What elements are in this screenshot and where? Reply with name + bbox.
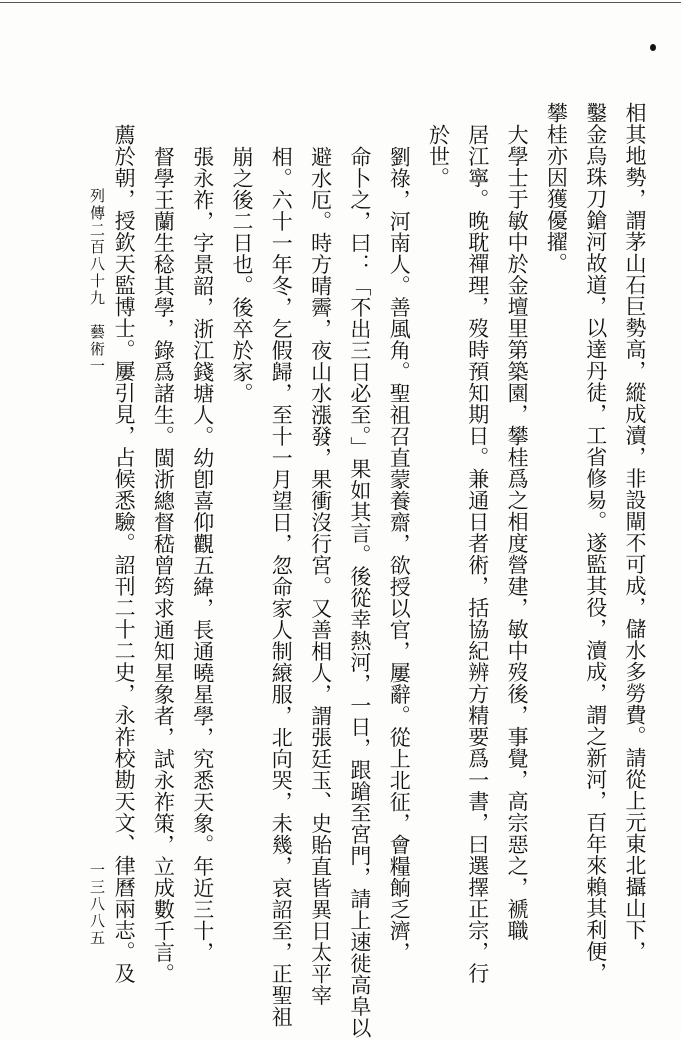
text-column: 張永祚，字景韶，浙江錢塘人。幼卽喜仰觀五緯，長通曉星學，究悉天象。年近三十， — [190, 146, 215, 963]
text-column: 薦於朝，授欽天監博士。屢引見，占候悉驗。詔刊二十二史，永祚校勘天文、律曆兩志。及 — [112, 124, 137, 984]
text-column: 劉祿，河南人。善風角。聖祖召直蒙養齋，欲授以官，屢辭。從上北征，會糧餉乏濟， — [387, 146, 412, 963]
text-column: 相其地勢，謂茅山石巨勢高，縱成瀆，非設閘不可成，儲水多勞費。請從上元東北攝山下， — [623, 102, 647, 962]
running-head: 列傳二百八十九 藝術一 — [88, 188, 106, 375]
text-column: 居江寧。晚耽禪理，歿時預知期日。兼通日者術，括協紀辨方精要爲一書，曰選擇正宗，行 — [465, 124, 490, 984]
text-column: 鑿金烏珠刀鎗河故道，以達丹徒，工省修易。遂監其役，瀆成，謂之新河，百年來賴其利便， — [583, 102, 608, 984]
text-column: 督學王蘭生稔其學，錄爲諸生。閩浙總督嵇曾筠求通知星象者，試永祚策，立成數千言。 — [151, 146, 176, 985]
text-column: 相。六十一年冬，乞假歸，至十一月望日，忽命家人制縗服，北向哭，未幾，哀詔至，正聖祖 — [269, 146, 294, 1028]
text-column: 於世。 — [426, 124, 451, 189]
top-border-line — [0, 2, 681, 3]
text-column: 避水厄。時方晴霽，夜山水漲發，果衝沒行宮。又善相人，謂張廷玉、史貽直皆異日太平宰 — [308, 146, 333, 1006]
text-column: 崩之後二日也。後卒於家。 — [230, 146, 254, 404]
text-column: 命卜之，曰：「不出三日必至。」果如其言。後從幸熱河，一日，跟蹌至宮門，請上速徙高阜以 — [347, 146, 372, 1039]
page-number: 一三八八五 — [88, 862, 106, 947]
margin-dot — [650, 44, 656, 51]
text-column: 攀桂亦因獲優擢。 — [544, 102, 569, 274]
text-column: 大學士于敏中於金壇里第築園，攀桂爲之相度營建，敏中歿後，事覺，高宗惡之，褫職 — [505, 124, 530, 941]
